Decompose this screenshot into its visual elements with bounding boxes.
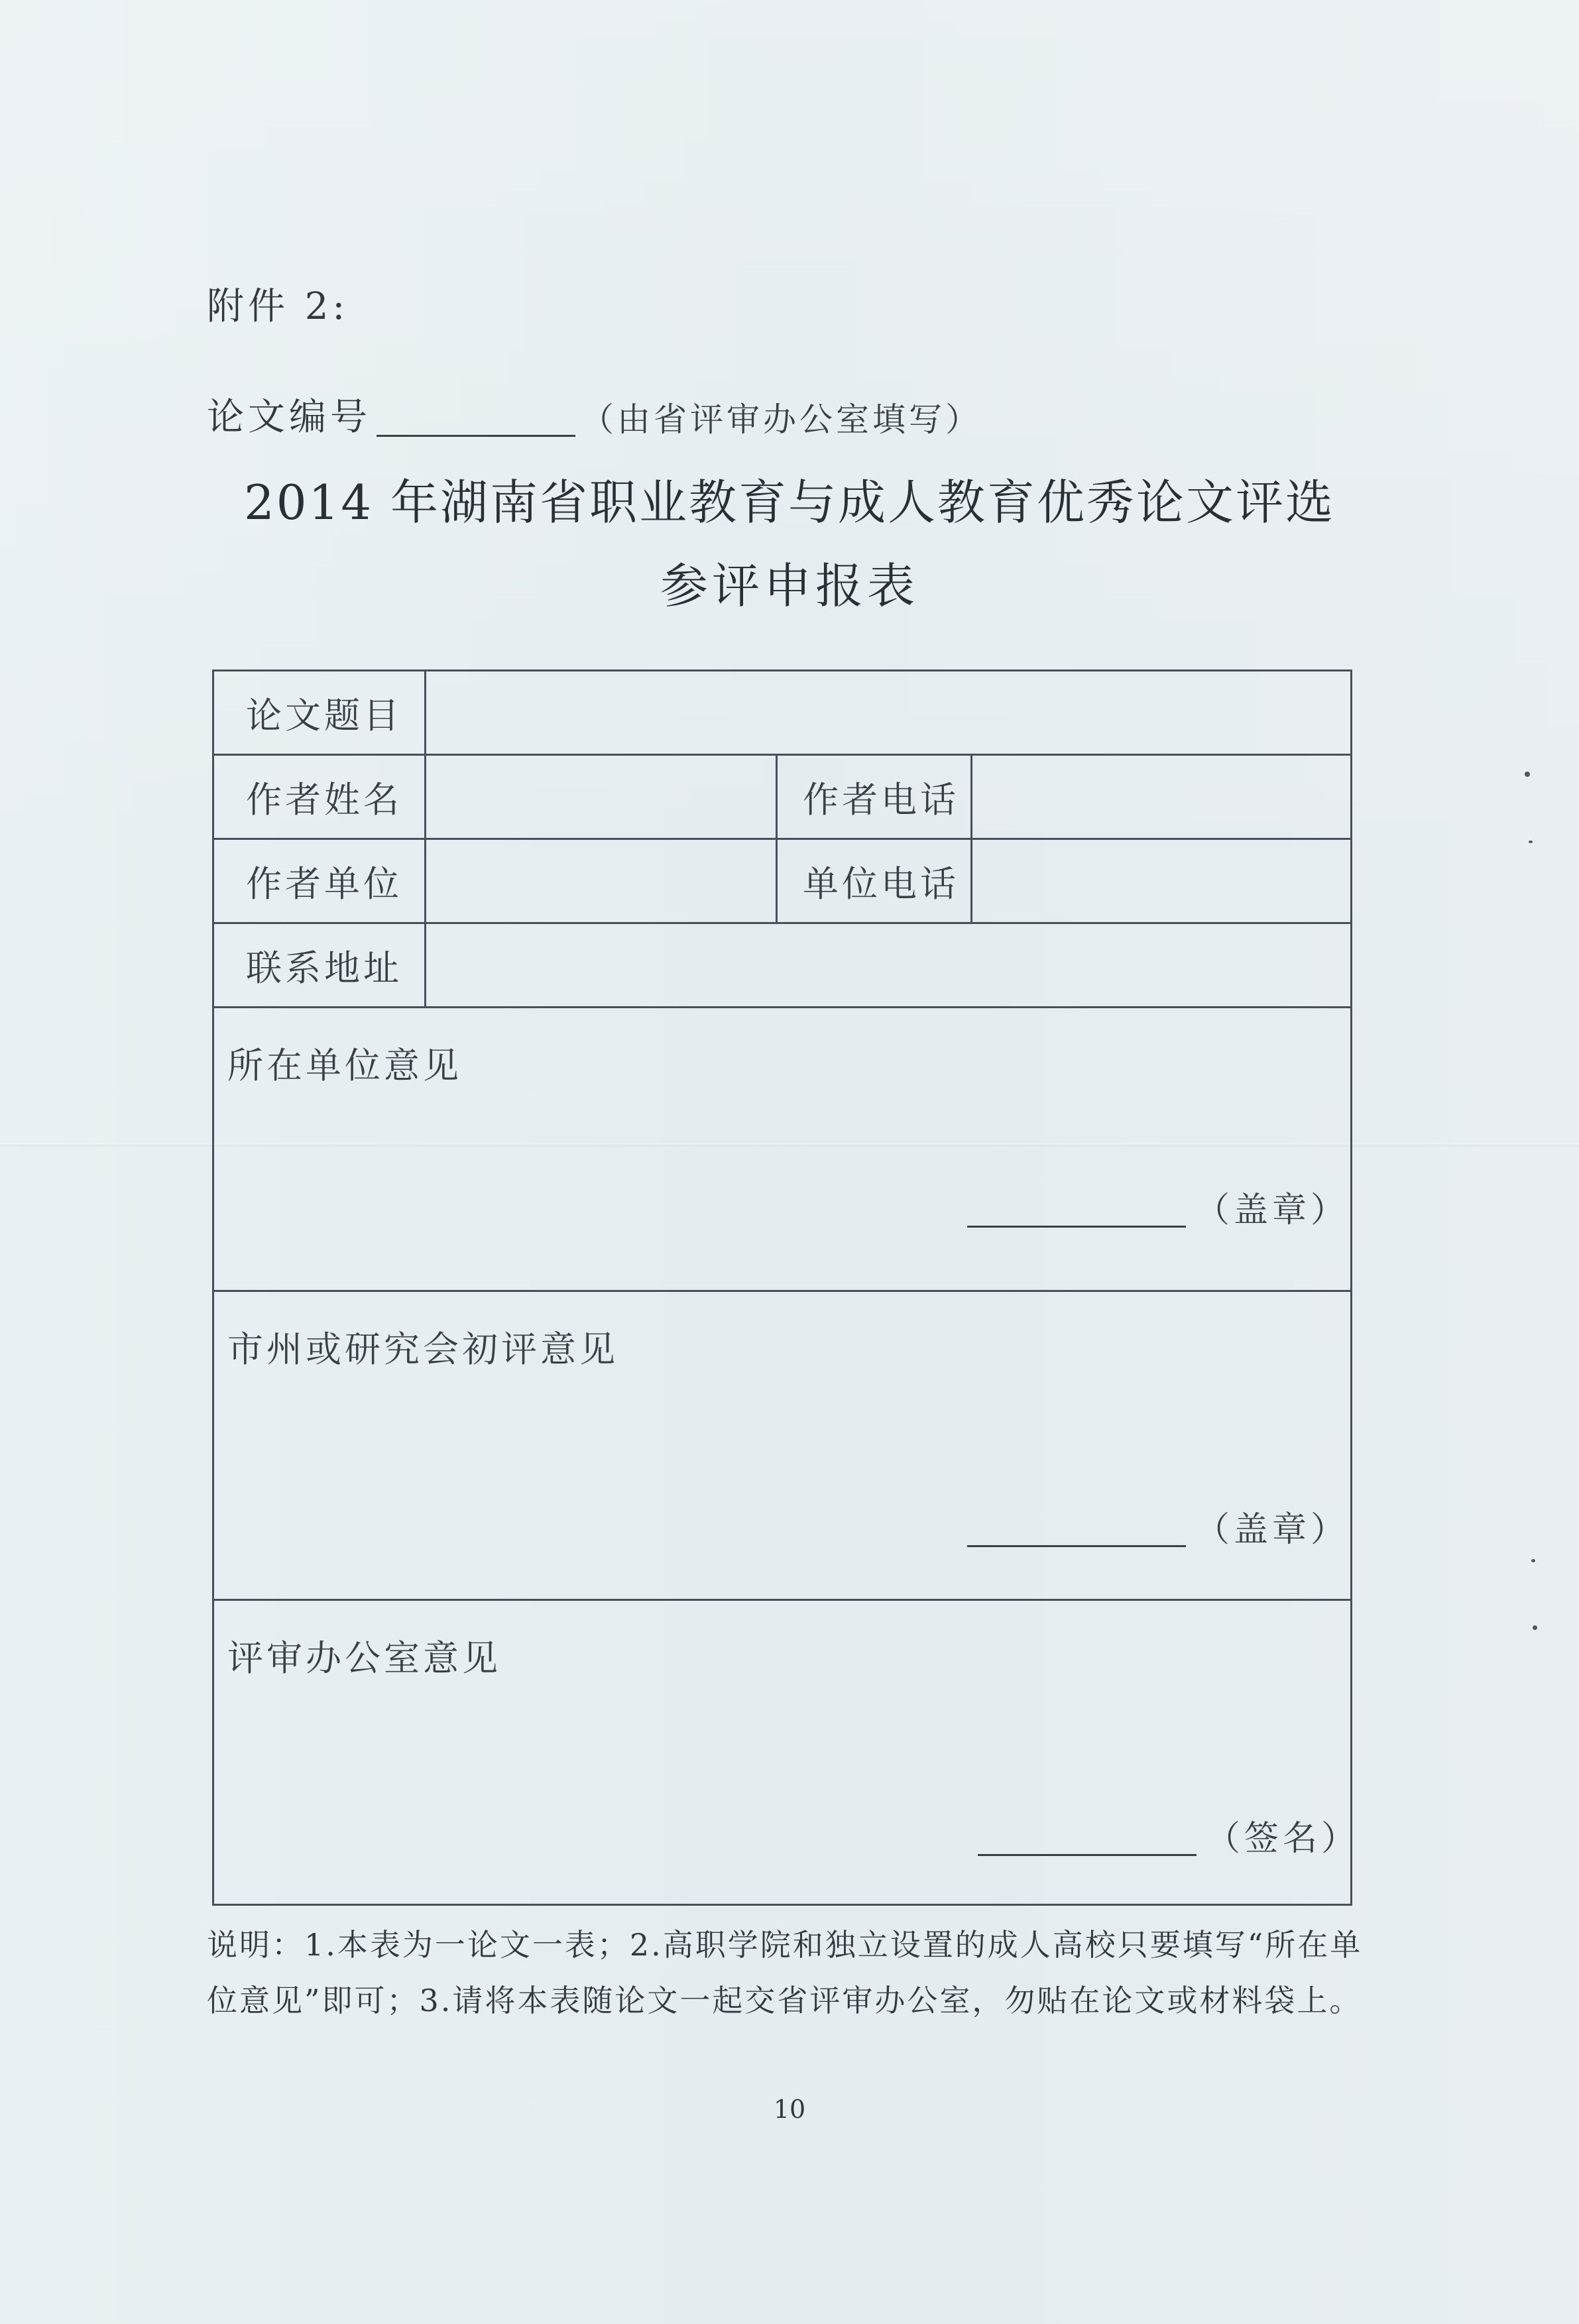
serial-number-note: （由省评审办公室填写） [581,400,982,439]
unit-opinion-stamp-line [967,1182,1349,1232]
serial-number-blank[interactable] [377,398,575,437]
author-name-label-cell [214,756,426,838]
unit-phone-label: 单位电话 [803,862,959,905]
author-unit-label: 作者单位 [246,862,402,905]
scan-speck [1531,1559,1535,1562]
thesis-title-field[interactable] [426,671,1350,754]
thesis-title-label: 论文题目 [246,694,402,736]
page-number: 10 [773,2095,806,2124]
office-opinion-sign-line [978,1810,1360,1860]
office-opinion-sign-blank[interactable] [978,1821,1197,1856]
scan-speck [1525,772,1530,777]
scan-speck [1533,1625,1537,1630]
application-form-table [212,669,1360,1906]
address-label-cell [214,924,426,1006]
author-unit-row [214,840,1350,924]
form-subtitle: 参评申报表 [660,558,919,614]
form-title: 2014 年湖南省职业教育与成人教育优秀论文评选 [243,475,1336,530]
author-unit-field[interactable] [426,840,778,922]
thesis-title-label-cell [214,671,426,754]
city-opinion-stamp-line [967,1501,1349,1551]
serial-number-row [207,388,982,441]
city-opinion-label: 市州或研究会初评意见 [227,1328,618,1370]
unit-phone-label-cell [778,840,972,922]
unit-opinion-stamp-label: （盖章） [1195,1191,1350,1230]
thesis-title-row [214,671,1350,756]
author-name-row [214,756,1350,840]
author-phone-label: 作者电话 [803,778,959,821]
author-unit-label-cell [214,840,426,922]
unit-opinion-stamp-blank[interactable] [967,1192,1186,1228]
address-row [214,924,1350,1008]
address-field[interactable] [426,924,1350,1006]
office-opinion-label: 评审办公室意见 [227,1637,501,1679]
form-instructions: 说明：1.本表为一论文一表；2.高职学院和独立设置的成人高校只要填写“所在单位意见”即可；3.请将本表随论文一起交省评审办公室，勿贴在论文或材料袋上。 [207,1927,1363,2018]
address-label: 联系地址 [246,947,402,989]
city-opinion-row[interactable] [214,1292,1350,1601]
attachment-label: 附件 2: [207,285,349,328]
unit-opinion-row[interactable] [214,1008,1350,1292]
serial-number-label: 论文编号 [207,396,371,439]
scan-speck [1529,841,1533,843]
office-opinion-sign-label: （签名） [1206,1819,1360,1859]
author-name-label: 作者姓名 [246,778,402,821]
office-opinion-row[interactable] [214,1601,1360,1904]
city-opinion-stamp-blank[interactable] [967,1512,1186,1547]
author-phone-field[interactable] [972,756,1350,838]
unit-opinion-label: 所在单位意见 [227,1045,462,1086]
author-name-field[interactable] [426,756,778,838]
author-phone-label-cell [778,756,972,838]
unit-phone-field[interactable] [972,840,1350,922]
city-opinion-stamp-label: （盖章） [1195,1510,1350,1550]
